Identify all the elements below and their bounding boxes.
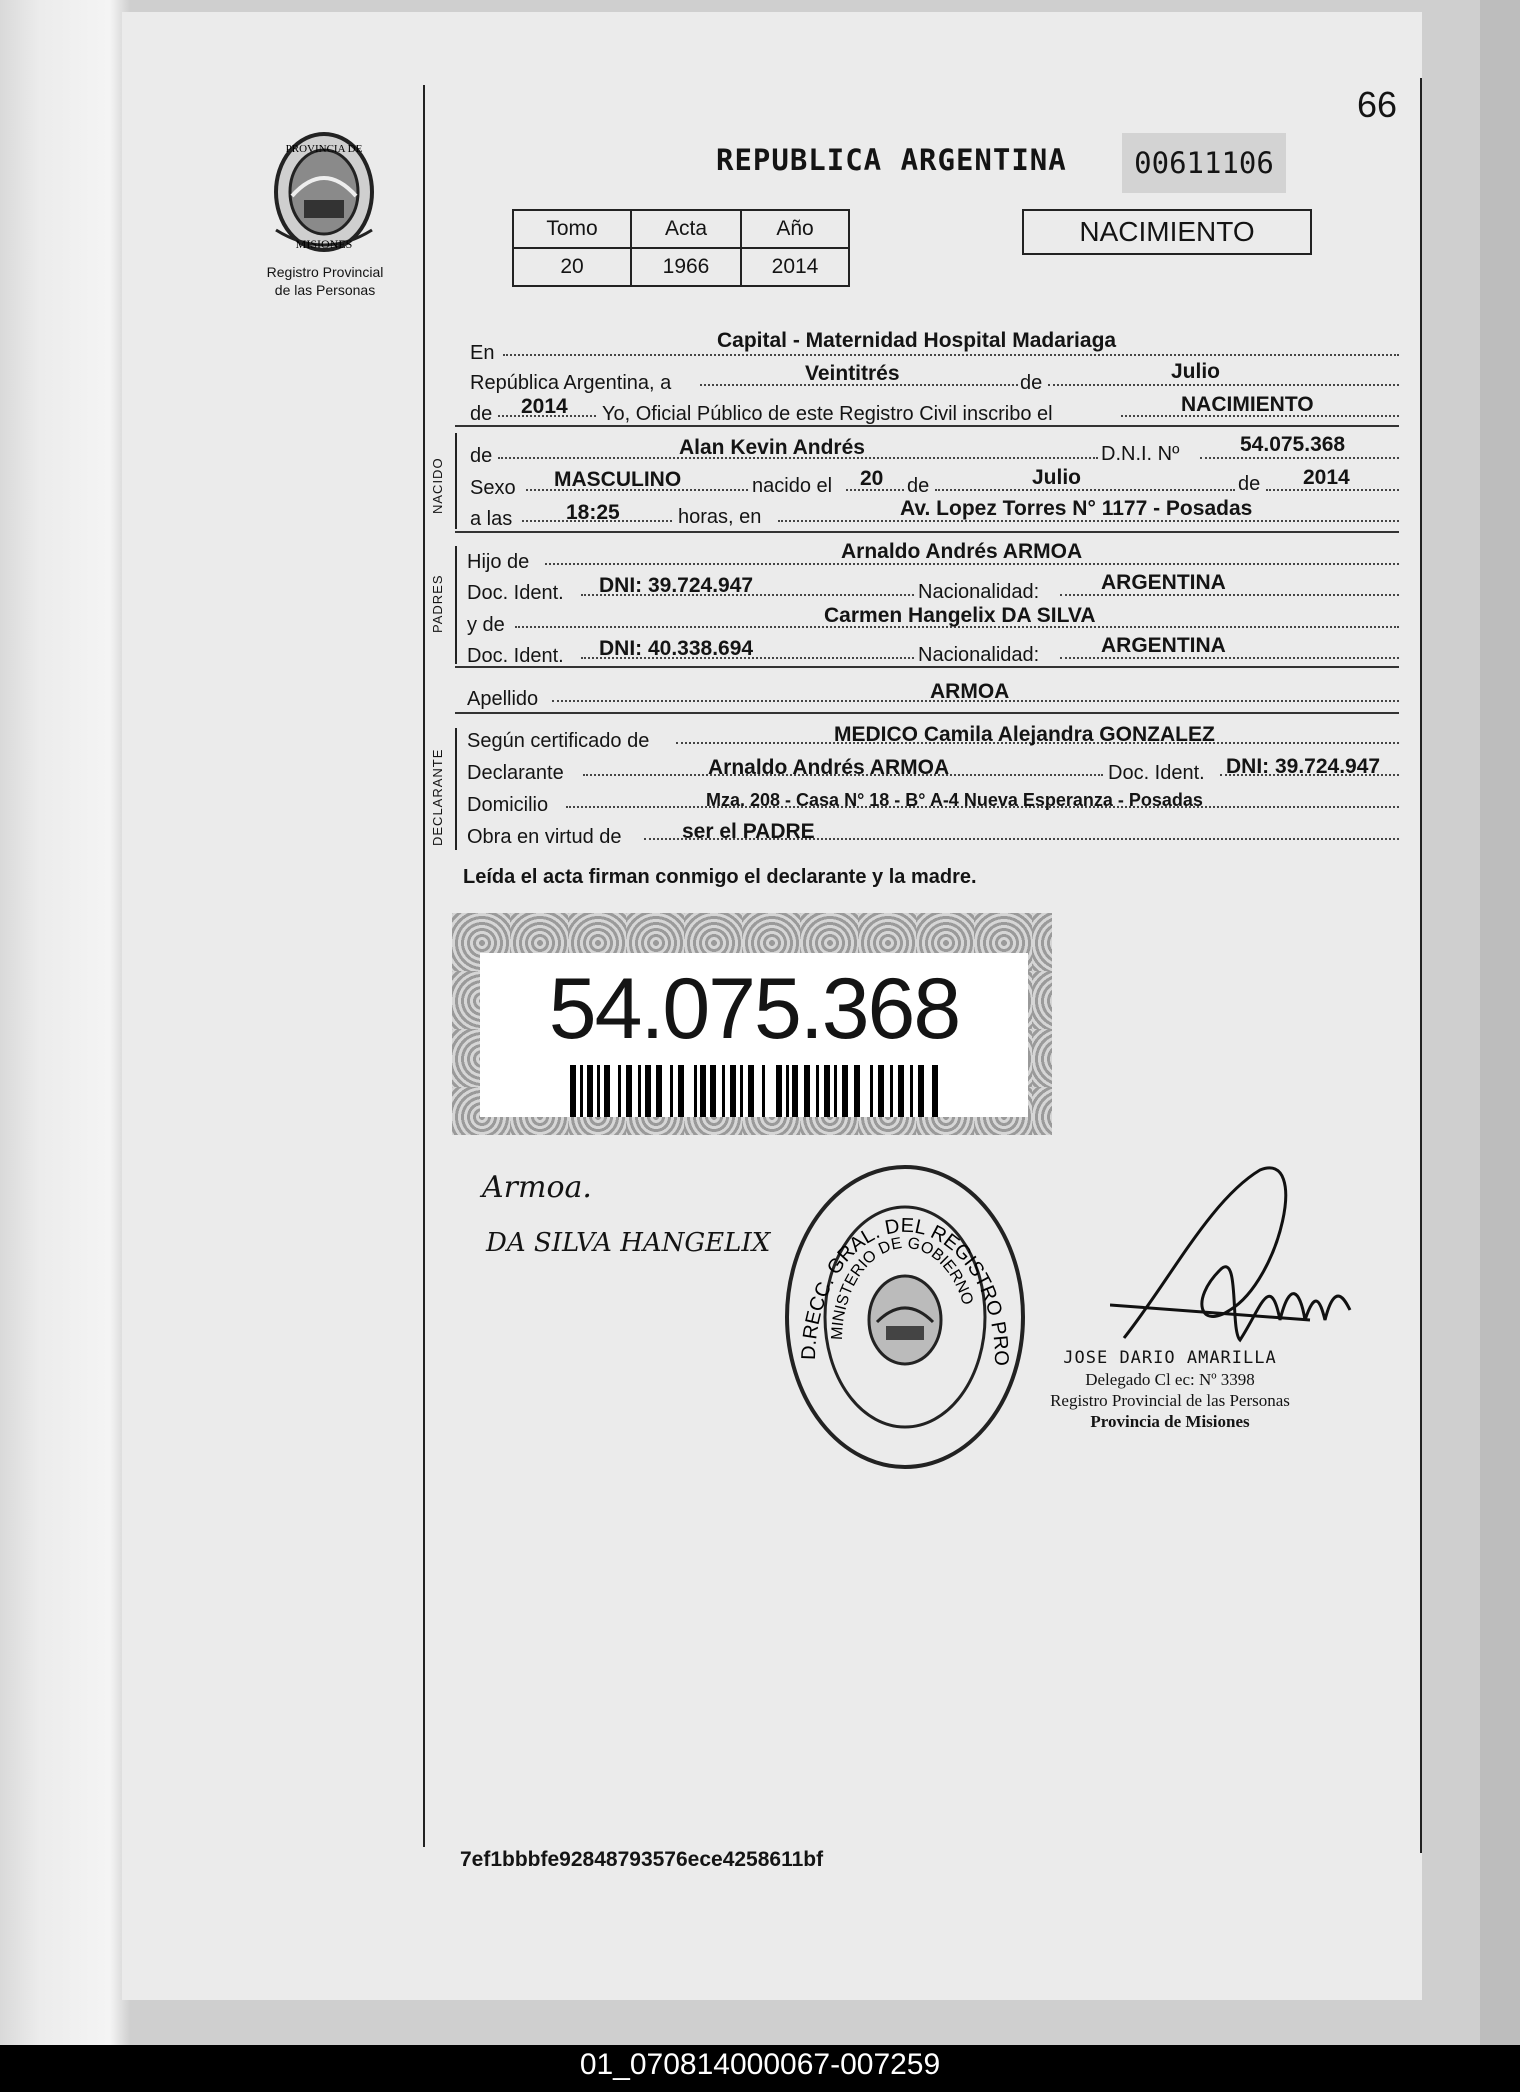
registry-name (240, 263, 410, 299)
dotted-line (935, 489, 1235, 491)
label-en: En (470, 342, 495, 364)
father-doc-value: DNI: 39.724.947 (599, 574, 754, 597)
section-rule (455, 666, 1399, 668)
father-name-value: Arnaldo Andrés ARMOA (841, 540, 1083, 563)
svg-text:MINISTERIO DE GOBIERNO: MINISTERIO DE GOBIERNO (828, 1234, 977, 1341)
label-obra: Obra en virtud de (467, 826, 622, 848)
father-nationality-value: ARGENTINA (1101, 571, 1226, 594)
document-hash: 7ef1bbbfe92848793576ece4258611bf (460, 1848, 824, 1871)
registrar-province: Provincia de Misiones (1090, 1412, 1250, 1431)
tomo-value: 20 (513, 248, 631, 286)
svg-text:MISIONES: MISIONES (295, 237, 353, 251)
registrar-name: JOSE DARIO AMARILLA (1063, 1348, 1277, 1368)
label-de: de (907, 475, 930, 497)
birth-month-value: Julio (1032, 466, 1082, 489)
anio-header: Año (741, 210, 849, 248)
section-padres: PADRES (430, 574, 445, 633)
label-declarante: Declarante (467, 762, 564, 784)
label-yo: Yo, Oficial Público de este Registro Civil inscribo el (602, 403, 1053, 425)
dni-barcode-sticker (452, 913, 1052, 1135)
sex-value: MASCULINO (554, 468, 682, 491)
section-nacido: NACIDO (430, 457, 445, 514)
label-de: de (470, 445, 493, 467)
tomo-header: Tomo (513, 210, 631, 248)
label-horas-en: horas, en (678, 506, 762, 528)
closing-statement: Leída el acta firman conmigo el declarante y la madre. (463, 866, 977, 888)
page-number: 66 (1357, 84, 1398, 125)
registrar-role: Delegado Cl ec: Nº 3398 (1085, 1370, 1255, 1389)
label-domicilio: Domicilio (467, 794, 549, 816)
surname-value: ARMOA (930, 680, 1010, 703)
child-dni-value: 54.075.368 (1240, 433, 1346, 456)
label-segun: Según certificado de (467, 730, 650, 752)
birth-year-value: 2014 (1303, 466, 1350, 489)
svg-text:D.RECC. GRAL. DEL REGISTRO PRO: D.RECC. GRAL. DEL REGISTRO PRO (797, 1214, 1013, 1366)
child-name-value: Alan Kevin Andrés (679, 436, 865, 459)
scan-edge (1480, 0, 1520, 2045)
handwritten-signature-2: DA SILVA HANGELIX (486, 1228, 771, 1258)
label-a-las: a las (470, 508, 513, 530)
label-apellido: Apellido (467, 688, 539, 710)
right-margin-line (1420, 78, 1422, 1853)
registrar-signature-icon (1110, 1160, 1360, 1360)
label-nacido-el: nacido el (752, 475, 833, 497)
birth-place-value: Av. Lopez Torres N° 1177 - Posadas (900, 497, 1253, 520)
label-hijo-de: Hijo de (467, 551, 530, 573)
by-virtue-value: ser el PADRE (682, 820, 815, 843)
registrar-org: Registro Provincial de las Personas (1050, 1391, 1290, 1410)
section-rule (455, 712, 1399, 714)
scan-filename: 01_070814000067-007259 (579, 2048, 941, 2081)
label-nacionalidad: Nacionalidad: (918, 644, 1040, 666)
label-doc-ident: Doc. Ident. (467, 645, 564, 667)
dotted-line (1048, 384, 1399, 386)
birth-day-value: 20 (860, 467, 884, 490)
label-de: de (470, 403, 493, 425)
label-y-de: y de (467, 614, 505, 636)
mother-doc-value: DNI: 40.338.694 (599, 637, 754, 660)
declarant-value: Arnaldo Andrés ARMOA (708, 756, 950, 779)
dotted-line (1200, 457, 1399, 459)
barcode-number: 54.075.368 (548, 961, 960, 1057)
register-table (512, 209, 850, 287)
label-sexo: Sexo (470, 477, 516, 499)
section-rule (455, 425, 1399, 427)
mother-name-value: Carmen Hangelix DA SILVA (824, 604, 1096, 627)
declarante-bracket (455, 728, 457, 850)
address-value: Mza. 208 - Casa N° 18 - B° A-4 Nueva Esperanza - Posadas (706, 790, 1203, 810)
dotted-line (503, 354, 1399, 356)
label-dni: D.N.I. Nº (1101, 443, 1180, 465)
acta-value: 1966 (631, 248, 741, 286)
month-value: Julio (1171, 360, 1221, 383)
birth-time-value: 18:25 (566, 501, 620, 524)
certificate-type: NACIMIENTO (1022, 209, 1312, 255)
label-republica: República Argentina, a (470, 372, 672, 394)
acta-header: Acta (631, 210, 741, 248)
mother-nationality-value: ARGENTINA (1101, 634, 1226, 657)
declarant-doc-value: DNI: 39.724.947 (1226, 755, 1381, 778)
day-value: Veintitrés (805, 362, 900, 385)
section-declarante: DECLARANTE (430, 748, 445, 846)
section-rule (455, 531, 1399, 533)
padres-bracket (455, 546, 457, 664)
label-de: de (1238, 473, 1261, 495)
label-doc-ident: Doc. Ident. (467, 582, 564, 604)
handwritten-signature-1: Armoa. (482, 1170, 592, 1205)
registrar-block (1000, 1348, 1340, 1432)
anio-value: 2014 (741, 248, 849, 286)
left-margin-line (423, 85, 425, 1847)
place-value: Capital - Maternidad Hospital Madariaga (717, 329, 1117, 352)
barcode-label (480, 953, 1028, 1117)
label-nacionalidad: Nacionalidad: (918, 581, 1040, 603)
country-title: REPUBLICA ARGENTINA (716, 143, 1067, 177)
event-value: NACIMIENTO (1181, 393, 1314, 416)
nacido-bracket (455, 433, 457, 529)
year-value: 2014 (521, 395, 568, 418)
barcode-bars-icon (570, 1065, 940, 1117)
certificate-by-value: MEDICO Camila Alejandra GONZALEZ (834, 723, 1215, 746)
label-de: de (1020, 372, 1043, 394)
province-seal-icon (268, 130, 380, 260)
svg-text:PROVINCIA DE: PROVINCIA DE (285, 143, 363, 155)
official-stamp-icon (780, 1160, 1030, 1474)
registry-name-line1: Registro Provincial (266, 264, 384, 280)
registry-name-line2: de las Personas (274, 282, 376, 298)
label-doc-ident: Doc. Ident. (1108, 762, 1205, 784)
serial-number: 00611106 (1122, 133, 1286, 193)
